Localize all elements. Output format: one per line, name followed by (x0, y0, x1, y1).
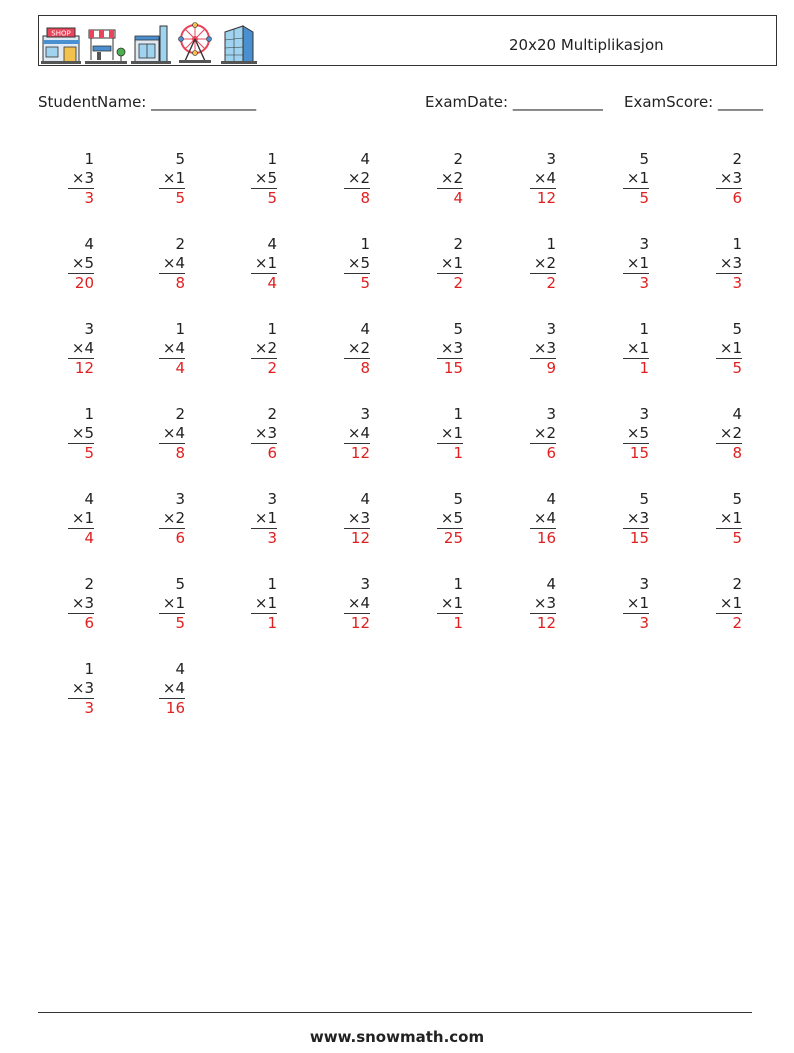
footer-url: www.snowmath.com (309, 1028, 485, 1046)
answer: 12 (74, 359, 94, 377)
shop-sign-text: SHOP (51, 29, 71, 38)
problem-42 (135, 575, 185, 633)
multiplier: ×2 (254, 339, 277, 357)
multiplier: ×3 (719, 169, 742, 187)
answer: 2 (453, 274, 463, 292)
exam-score-field: ExamScore: ______ (624, 93, 763, 111)
multiplicand: 4 (360, 320, 370, 338)
answer: 5 (175, 614, 185, 632)
multiplicand: 1 (84, 660, 94, 678)
multiplier: ×1 (626, 594, 649, 612)
multiplier: ×3 (254, 424, 277, 442)
header-illustrations (41, 20, 259, 64)
problem-21 (413, 320, 463, 378)
multiplicand: 4 (732, 405, 742, 423)
multiplier: ×3 (533, 594, 556, 612)
multiplier: ×3 (533, 339, 556, 357)
problem-40 (692, 490, 742, 548)
problem-28 (320, 405, 370, 463)
multiplicand: 2 (175, 235, 185, 253)
answer: 3 (267, 529, 277, 547)
problem-19 (227, 320, 277, 378)
multiplicand: 2 (84, 575, 94, 593)
multiplicand: 3 (360, 405, 370, 423)
answer: 5 (732, 359, 742, 377)
multiplier: ×2 (533, 254, 556, 272)
problem-50 (135, 660, 185, 718)
multiplier: ×1 (440, 254, 463, 272)
ferris-wheel-icon (175, 22, 215, 64)
answer: 15 (629, 529, 649, 547)
answer: 8 (360, 359, 370, 377)
multiplier: ×5 (347, 254, 370, 272)
problem-33 (44, 490, 94, 548)
problem-41 (44, 575, 94, 633)
multiplicand: 2 (453, 150, 463, 168)
answer: 5 (639, 189, 649, 207)
multiplier: ×4 (162, 339, 185, 357)
multiplier: ×1 (626, 339, 649, 357)
problem-15 (599, 235, 649, 293)
problem-47 (599, 575, 649, 633)
multiplier: ×3 (71, 594, 94, 612)
multiplier: ×3 (626, 509, 649, 527)
answer: 2 (732, 614, 742, 632)
exam-date-field: ExamDate: ____________ (425, 93, 603, 111)
problem-39 (599, 490, 649, 548)
multiplier: ×5 (626, 424, 649, 442)
answer: 6 (732, 189, 742, 207)
answer: 15 (443, 359, 463, 377)
answer: 1 (453, 614, 463, 632)
answer: 5 (360, 274, 370, 292)
multiplier: ×1 (162, 594, 185, 612)
multiplier: ×1 (719, 594, 742, 612)
problem-49 (44, 660, 94, 718)
answer: 20 (74, 274, 94, 292)
problem-44 (320, 575, 370, 633)
problem-45 (413, 575, 463, 633)
office-building-icon (131, 24, 171, 64)
multiplier: ×2 (347, 169, 370, 187)
multiplier: ×4 (533, 169, 556, 187)
multiplier: ×1 (626, 254, 649, 272)
multiplicand: 2 (175, 405, 185, 423)
multiplicand: 1 (267, 575, 277, 593)
multiplicand: 4 (175, 660, 185, 678)
problem-1 (44, 150, 94, 208)
multiplicand: 1 (84, 405, 94, 423)
multiplicand: 3 (639, 405, 649, 423)
problem-14 (506, 235, 556, 293)
answer: 3 (732, 274, 742, 292)
multiplier: ×3 (719, 254, 742, 272)
multiplier: ×3 (71, 169, 94, 187)
worksheet-header (38, 15, 777, 66)
problem-23 (599, 320, 649, 378)
multiplicand: 3 (546, 405, 556, 423)
problem-16 (692, 235, 742, 293)
multiplicand: 5 (175, 150, 185, 168)
answer: 6 (175, 529, 185, 547)
answer: 5 (732, 529, 742, 547)
multiplier: ×1 (254, 254, 277, 272)
answer: 12 (350, 614, 370, 632)
answer: 3 (639, 614, 649, 632)
glass-tower-icon (219, 22, 259, 64)
answer: 8 (360, 189, 370, 207)
multiplier: ×2 (347, 339, 370, 357)
problem-31 (599, 405, 649, 463)
multiplier: ×4 (162, 424, 185, 442)
multiplicand: 1 (732, 235, 742, 253)
problem-20 (320, 320, 370, 378)
answer: 12 (536, 189, 556, 207)
answer: 12 (536, 614, 556, 632)
multiplicand: 5 (732, 320, 742, 338)
multiplier: ×1 (440, 424, 463, 442)
answer: 2 (267, 359, 277, 377)
answer: 5 (175, 189, 185, 207)
multiplicand: 2 (453, 235, 463, 253)
multiplier: ×4 (162, 254, 185, 272)
answer: 15 (629, 444, 649, 462)
multiplier: ×5 (440, 509, 463, 527)
multiplicand: 1 (267, 320, 277, 338)
answer: 5 (267, 189, 277, 207)
problem-38 (506, 490, 556, 548)
multiplier: ×3 (440, 339, 463, 357)
multiplicand: 5 (732, 490, 742, 508)
multiplicand: 4 (546, 575, 556, 593)
problem-6 (506, 150, 556, 208)
multiplicand: 1 (84, 150, 94, 168)
problem-24 (692, 320, 742, 378)
answer: 3 (84, 189, 94, 207)
multiplicand: 4 (360, 150, 370, 168)
problem-26 (135, 405, 185, 463)
multiplicand: 4 (84, 235, 94, 253)
multiplicand: 3 (84, 320, 94, 338)
problem-27 (227, 405, 277, 463)
multiplier: ×1 (719, 509, 742, 527)
multiplicand: 5 (639, 150, 649, 168)
problem-2 (135, 150, 185, 208)
problem-30 (506, 405, 556, 463)
multiplicand: 2 (732, 150, 742, 168)
problem-12 (320, 235, 370, 293)
multiplier: ×4 (533, 509, 556, 527)
multiplicand: 5 (453, 490, 463, 508)
answer: 8 (732, 444, 742, 462)
multiplier: ×1 (254, 594, 277, 612)
answer: 4 (84, 529, 94, 547)
shop-building-icon (41, 26, 81, 64)
problem-22 (506, 320, 556, 378)
multiplier: ×4 (162, 679, 185, 697)
problem-9 (44, 235, 94, 293)
answer: 5 (84, 444, 94, 462)
multiplicand: 3 (360, 575, 370, 593)
multiplicand: 1 (453, 405, 463, 423)
multiplier: ×5 (71, 254, 94, 272)
problem-17 (44, 320, 94, 378)
answer: 4 (267, 274, 277, 292)
multiplier: ×4 (347, 424, 370, 442)
answer: 1 (453, 444, 463, 462)
answer: 8 (175, 444, 185, 462)
answer: 1 (639, 359, 649, 377)
problem-13 (413, 235, 463, 293)
multiplicand: 4 (360, 490, 370, 508)
multiplicand: 1 (639, 320, 649, 338)
answer: 3 (639, 274, 649, 292)
market-stall-icon (85, 26, 127, 64)
answer: 1 (267, 614, 277, 632)
answer: 8 (175, 274, 185, 292)
multiplicand: 1 (546, 235, 556, 253)
problem-25 (44, 405, 94, 463)
multiplier: ×1 (626, 169, 649, 187)
answer: 12 (350, 529, 370, 547)
problem-10 (135, 235, 185, 293)
multiplicand: 2 (267, 405, 277, 423)
answer: 9 (546, 359, 556, 377)
student-name-field: StudentName: ______________ (38, 93, 257, 111)
multiplicand: 3 (175, 490, 185, 508)
multiplicand: 1 (360, 235, 370, 253)
multiplier: ×3 (71, 679, 94, 697)
multiplicand: 1 (267, 150, 277, 168)
multiplicand: 3 (639, 235, 649, 253)
multiplier: ×1 (719, 339, 742, 357)
multiplicand: 3 (546, 150, 556, 168)
problem-11 (227, 235, 277, 293)
page-title: 20x20 Multiplikasjon (509, 36, 664, 54)
multiplier: ×2 (440, 169, 463, 187)
multiplicand: 5 (639, 490, 649, 508)
answer: 4 (453, 189, 463, 207)
multiplicand: 4 (546, 490, 556, 508)
multiplier: ×2 (719, 424, 742, 442)
answer: 3 (84, 699, 94, 717)
multiplier: ×5 (71, 424, 94, 442)
multiplicand: 1 (453, 575, 463, 593)
answer: 6 (267, 444, 277, 462)
multiplier: ×1 (162, 169, 185, 187)
problem-32 (692, 405, 742, 463)
problem-37 (413, 490, 463, 548)
answer: 6 (546, 444, 556, 462)
multiplier: ×4 (71, 339, 94, 357)
problem-43 (227, 575, 277, 633)
footer-divider (38, 1012, 752, 1013)
problem-48 (692, 575, 742, 633)
multiplier: ×1 (71, 509, 94, 527)
answer: 2 (546, 274, 556, 292)
multiplier: ×5 (254, 169, 277, 187)
multiplicand: 5 (175, 575, 185, 593)
problem-3 (227, 150, 277, 208)
problem-8 (692, 150, 742, 208)
problem-5 (413, 150, 463, 208)
multiplicand: 4 (267, 235, 277, 253)
problem-29 (413, 405, 463, 463)
multiplicand: 3 (546, 320, 556, 338)
answer: 4 (175, 359, 185, 377)
problem-46 (506, 575, 556, 633)
multiplier: ×4 (347, 594, 370, 612)
problem-4 (320, 150, 370, 208)
problem-34 (135, 490, 185, 548)
problem-35 (227, 490, 277, 548)
multiplier: ×2 (533, 424, 556, 442)
multiplicand: 5 (453, 320, 463, 338)
multiplicand: 3 (639, 575, 649, 593)
problem-18 (135, 320, 185, 378)
multiplicand: 1 (175, 320, 185, 338)
answer: 16 (536, 529, 556, 547)
multiplicand: 2 (732, 575, 742, 593)
answer: 25 (443, 529, 463, 547)
problem-7 (599, 150, 649, 208)
answer: 6 (84, 614, 94, 632)
multiplicand: 3 (267, 490, 277, 508)
problem-36 (320, 490, 370, 548)
multiplier: ×1 (440, 594, 463, 612)
answer: 16 (165, 699, 185, 717)
multiplier: ×3 (347, 509, 370, 527)
multiplier: ×2 (162, 509, 185, 527)
answer: 12 (350, 444, 370, 462)
multiplier: ×1 (254, 509, 277, 527)
multiplicand: 4 (84, 490, 94, 508)
